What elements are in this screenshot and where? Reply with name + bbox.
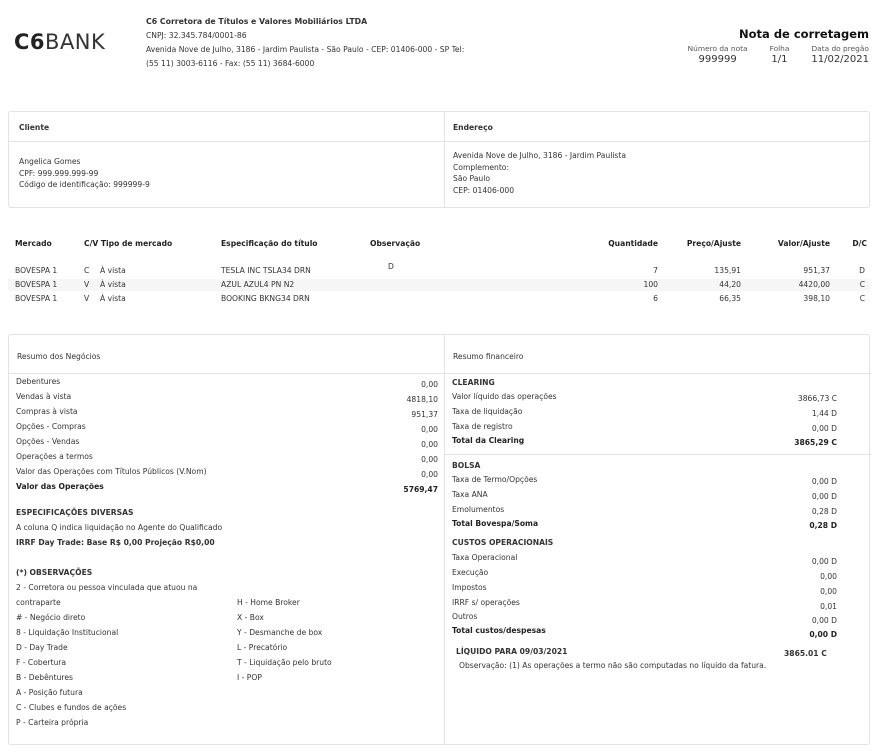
divider [9, 373, 444, 374]
th-observacao: Observação [370, 239, 421, 248]
company-name: C6 Corretora de Títulos e Valores Mobiliários LTDA [146, 17, 368, 26]
divider [445, 373, 871, 374]
clearing-title: CLEARING [452, 378, 495, 387]
especificacoes-text: A coluna Q indica liquidação no Agente do Qualificado [16, 523, 223, 532]
observacao-item: X - Box [237, 613, 264, 622]
observacoes-title: (*) OBSERVAÇÕES [16, 568, 93, 577]
bolsa-row: Taxa de Termo/Opções 0,00 D [452, 475, 837, 486]
especificacoes-title: ESPECIFICAÇÕES DIVERSAS [16, 508, 134, 517]
cliente-header: Cliente [19, 123, 50, 132]
company-address: Avenida Nove de Julho, 3186 - Jardim Paulista - São Paulo - CEP: 01406-000 - SP Tel: [146, 45, 465, 54]
clearing-row: Taxa de registro 0,00 D [452, 422, 837, 433]
bolsa-row: Taxa ANA 0,00 D [452, 490, 837, 501]
meta-data-pregao: Data do pregão 11/02/2021 [811, 44, 869, 65]
resumo-row-total: Valor das Operações 5769,47 [16, 482, 438, 494]
observacao-item: I - POP [237, 673, 262, 682]
clearing-total: Total da Clearing 3865,29 C [452, 436, 837, 447]
endereco-details: Avenida Nove de Julho, 3186 - Jardim Paulista Complemento: São Paulo CEP: 01406-000 [453, 151, 627, 195]
summary-box [8, 334, 870, 745]
observacao-item: L - Precatório [237, 643, 288, 652]
meta-numero: Número da nota 999999 [687, 44, 748, 65]
table-row: BOVESPA 1 C À vista TESLA INC TSLA34 DRN D 7 135,91 951,37 D [15, 262, 865, 275]
divider [445, 454, 871, 455]
resumo-row: Compras à vista 951,37 [16, 407, 438, 419]
cliente-details: Angelica Gomes CPF: 999.999.999-99 Código de identificação: 999999-9 [19, 157, 150, 189]
th-valor: Valor/Ajuste [777, 239, 830, 248]
bolsa-row: Emolumentos 0,28 D [452, 505, 837, 516]
liquido-label: LÍQUIDO PARA 09/03/2021 [456, 647, 568, 656]
divider [444, 335, 445, 744]
resumo-row: Debentures 0,00 [16, 377, 438, 389]
company-info [146, 15, 464, 71]
th-quantidade: Quantidade [608, 239, 658, 248]
th-cv-tipo: C/V Tipo de mercado [84, 239, 173, 248]
observacao-item: B - Debêntures [16, 673, 73, 682]
resumo-row: Valor das Operações com Títulos Públicos (V.Nom) 0,00 [16, 467, 438, 479]
table-row: BOVESPA 1 V À vista AZUL AZUL4 PN N2 100 44,20 4420,00 C [8, 279, 870, 291]
resumo-negocios-title: Resumo dos Negócios [17, 352, 101, 361]
observacao-line: 2 - Corretora ou pessoa vinculada que atuou na [16, 583, 198, 592]
irrf-day-trade: IRRF Day Trade: Base R$ 0,00 Projeção R$0,00 [16, 538, 215, 547]
observacao-line: contraparte [16, 598, 61, 607]
company-cnpj: CNPJ: 32.345.784/0001-86 [146, 31, 247, 40]
observacao-item: A - Posição futura [16, 688, 83, 697]
c6-bank-logo: C6BANK [14, 30, 106, 54]
custos-total: Total custos/despesas 0,00 D [452, 626, 837, 639]
th-preco: Preço/Ajuste [686, 239, 741, 248]
bolsa-title: BOLSA [452, 461, 481, 470]
bolsa-total: Total Bovespa/Soma 0,28 D [452, 519, 837, 530]
clearing-row: Valor líquido das operações 3866,73 C [452, 392, 837, 403]
th-especificacao: Especificação do título [221, 239, 318, 248]
company-phones: (55 11) 3003-6116 - Fax: (55 11) 3684-6000 [146, 59, 315, 68]
table-row: BOVESPA 1 V À vista BOOKING BKNG34 DRN 6 66,35 398,10 C [15, 294, 865, 303]
clearing-row: Taxa de liquidação 1,44 D [452, 407, 837, 418]
resumo-row: Vendas à vista 4818,10 [16, 392, 438, 404]
custos-title: CUSTOS OPERACIONAIS [452, 538, 554, 547]
observacao-financeiro: Observação: (1) As operações a termo não são computadas no líquido da fatura. [459, 661, 767, 670]
observacao-item: T - Liquidação pelo bruto [237, 658, 332, 667]
observacao-item: H - Home Broker [237, 598, 300, 607]
client-box-header [9, 112, 869, 142]
th-mercado: Mercado [15, 239, 52, 248]
client-address-box [8, 111, 870, 208]
custos-row: Execução 0,00 [452, 568, 837, 581]
observacao-item: Y - Desmanche de box [237, 628, 323, 637]
divider [444, 112, 445, 207]
observacao-item: 8 - Liquidação Institucional [16, 628, 119, 637]
custos-row: Outros 0,00 D [452, 612, 837, 625]
resumo-row: Opções - Vendas 0,00 [16, 437, 438, 449]
observacao-item: P - Carteira própria [16, 718, 89, 727]
resumo-row: Operações a termos 0,00 [16, 452, 438, 464]
meta-folha: Folha 1/1 [769, 44, 790, 65]
observacao-item: D - Day Trade [16, 643, 68, 652]
liquido-value: 3865.01 C [784, 649, 827, 658]
observacao-item: C - Clubes e fundos de ações [16, 703, 127, 712]
resumo-financeiro-title: Resumo financeiro [453, 352, 524, 361]
nota-meta [688, 44, 869, 65]
observacao-item: F - Cobertura [16, 658, 67, 667]
resumo-row: Opções - Compras 0,00 [16, 422, 438, 434]
observacao-item: # - Negócio direto [16, 613, 86, 622]
th-dc: D/C [852, 239, 867, 248]
custos-row: Taxa Operacional 0,00 D [452, 553, 837, 566]
custos-row: Impostos 0,00 [452, 583, 837, 596]
endereco-header: Endereço [453, 123, 493, 132]
page-title: Nota de corretagem [739, 27, 869, 41]
custos-row: IRRF s/ operações 0,01 [452, 598, 837, 611]
